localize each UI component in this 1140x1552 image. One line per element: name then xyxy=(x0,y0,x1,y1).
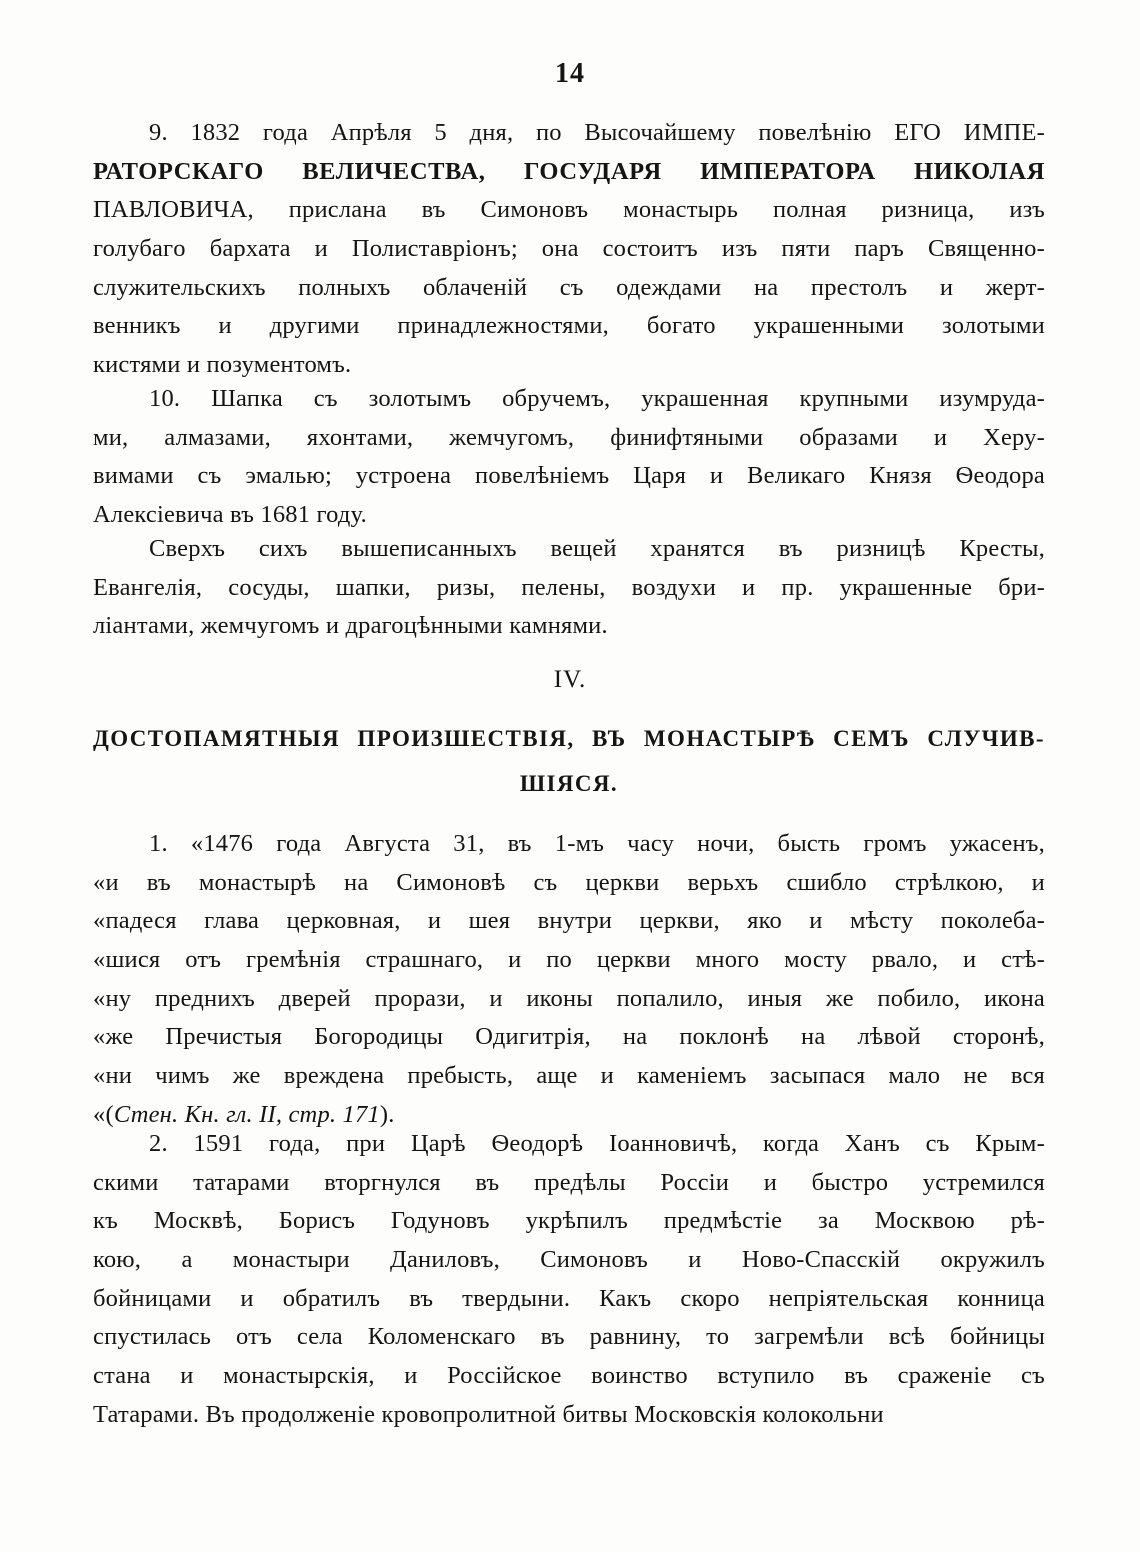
item-2-line: стана и монастырскія, и Россійское воинство вступило въ сраженіе съ xyxy=(93,1362,1045,1390)
item-1-line: 1. «1476 года Августа 31, въ 1-мъ часу ночи, бысть громъ ужасенъ, xyxy=(149,830,1045,857)
paragraph-9-line: 9. 1832 года Апрѣля 5 дня, по Высочайшему повелѣнію ЕГО ИМПЕ- xyxy=(149,119,1045,146)
item-1-line: «и въ монастырѣ на Симоновѣ съ церкви верьхъ сшибло стрѣлкою, и xyxy=(93,868,1045,896)
item-1-line: «же Пречистыя Богородицы Одигитрія, на поклонѣ на лѣвой сторонѣ, xyxy=(93,1023,1045,1051)
item-2-line: кою, а монастыри Даниловъ, Симоновъ и Ново-Спасскій окружилъ xyxy=(93,1246,1045,1274)
paragraph-10-line: 10. Шапка съ золотымъ обручемъ, украшенная крупными изумруда- xyxy=(149,385,1045,412)
item-2-line: скими татарами вторгнулся въ предѣлы Россіи и быстро устремился xyxy=(93,1168,1045,1196)
citation-open: «( xyxy=(93,1100,114,1128)
paragraph-10-line: вимами съ эмалью; устроена повелѣніемъ Царя и Великаго Князя Ѳеодора xyxy=(93,462,1045,490)
citation-close: ). xyxy=(379,1100,395,1128)
item-1-line: «ни чимъ же вреждена пребысть, аще и каменіемъ засыпася мало не вся xyxy=(93,1062,1045,1090)
section-number: IV. xyxy=(553,666,587,693)
item-2-line: 2. 1591 года, при Царѣ Ѳеодорѣ Іоанновичѣ, когда Ханъ съ Крым- xyxy=(149,1130,1045,1157)
paragraph-9-line: РАТОРСКАГО ВЕЛИЧЕСТВА, ГОСУДАРЯ ИМПЕРАТОРА НИКОЛАЯ xyxy=(93,157,1045,185)
section-heading-line-1: ДОСТОПАМЯТНЫЯ ПРОИЗШЕСТВІЯ, ВЪ МОНАСТЫРѢ СЕМЪ СЛУЧИВ- xyxy=(93,726,1045,751)
item-2-line: Татарами. Въ продолженіе кровопролитной битвы Московскія колокольни xyxy=(93,1400,884,1428)
paragraph-above-line: ліантами, жемчугомъ и драгоцѣнными камнями. xyxy=(93,612,608,640)
section-heading-line-2: ШІЯСЯ. xyxy=(519,771,619,796)
paragraph-9-line: кистями и позументомъ. xyxy=(93,351,352,379)
item-1-line: «ну преднихъ дверей прорази, и иконы попалило, иныя же побило, икона xyxy=(93,984,1045,1012)
item-1 xyxy=(93,828,1045,1138)
paragraph-10 xyxy=(93,383,1045,538)
citation-reference: Стен. Кн. гл. II, стр. 171 xyxy=(113,1100,380,1128)
paragraph-9-line: венникъ и другими принадлежностями, богато украшенными золотыми xyxy=(93,312,1045,340)
paragraph-9-line: служительскихъ полныхъ облаченій съ одеждами на престолъ и жерт- xyxy=(93,273,1045,301)
paragraph-9-line: ПАВЛОВИЧА, прислана въ Симоновъ монастырь полная ризница, изъ xyxy=(93,196,1045,224)
item-1-line: «падеся глава церковная, и шея внутри церкви, яко и мѣсту поколеба- xyxy=(93,907,1045,935)
item-2 xyxy=(93,1128,1045,1438)
paragraph-above xyxy=(93,533,1045,649)
item-2-line: бойницами и обратилъ въ твердыни. Какъ скоро непріятельская конница xyxy=(93,1284,1045,1312)
paragraph-9-line: голубагo бархата и Полиставріонъ; она состоитъ изъ пяти паръ Священно- xyxy=(93,235,1045,263)
item-1-line: «шися отъ гремѣнія страшнаго, и по церкви много мосту рвало, и стѣ- xyxy=(93,946,1045,974)
paragraph-9 xyxy=(93,117,1045,388)
paragraph-10-line: ми, алмазами, яхонтами, жемчугомъ, финифтяными образами и Херу- xyxy=(93,423,1045,451)
paragraph-10-line: Алексіевича въ 1681 году. xyxy=(93,501,367,529)
item-2-line: спустилась отъ села Коломенскаго въ равнину, то загремѣли всѣ бойницы xyxy=(93,1323,1045,1351)
paragraph-above-line: Сверхъ сихъ вышеписанныхъ вещей хранятся въ ризницѣ Кресты, xyxy=(149,535,1045,562)
page-number: 14 xyxy=(555,58,585,89)
item-2-line: къ Москвѣ, Борисъ Годуновъ укрѣпилъ предмѣстіе за Москвою рѣ- xyxy=(93,1207,1045,1235)
paragraph-above-line: Евангелія, сосуды, шапки, ризы, пелены, воздухи и пр. украшенные бри- xyxy=(93,573,1045,601)
